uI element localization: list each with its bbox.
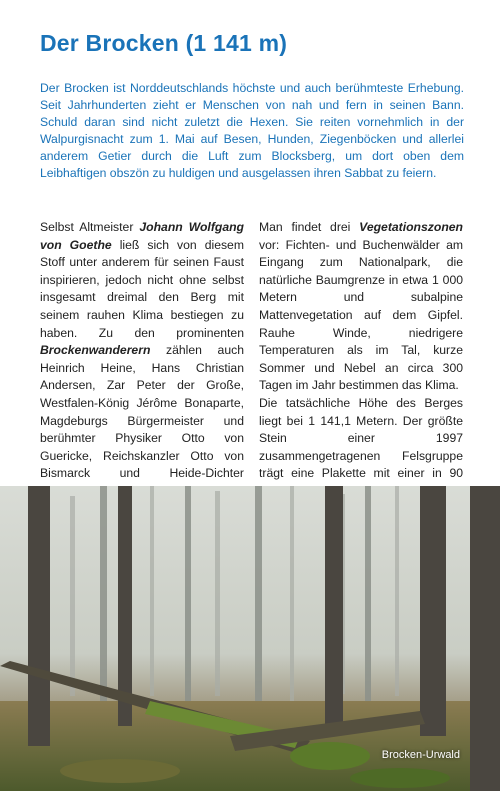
left-text-column xyxy=(40,219,244,501)
goethe-emphasis: Johann Wolfgang von Goethe xyxy=(40,220,244,252)
page-title: Der Brocken (1 141 m) xyxy=(40,30,288,56)
forest-illustration xyxy=(0,486,500,791)
right-paragraph-2: Die tatsächliche Höhe des Berges liegt bei 1 141,1 Metern. Der größte Stein einer 1997 zusammengetragenen Felsgruppe trägt eine Plakette mit einer in 90 xyxy=(259,395,463,481)
photo-caption: Brocken-Urwald xyxy=(381,749,460,761)
text-run: ließ sich von diesem Stoff unter anderem für seinen Faust inspirieren, jedoch nicht ohne selbst insgesamt dreimal den Berg mit seinem rauhen Klima bestiegen zu haben. Zu den prominenten xyxy=(40,237,244,340)
forest-photo xyxy=(0,486,500,791)
text-run: vor: Fichten- und Buchenwälder am Eingang zum Nationalpark, die natürliche Baumgrenze in etwa 1 000 Metern und subalpine Mattenvegetation auf dem Gipfel. Rauhe Winde, niedrigere Temperaturen als im Tal, kurze Sommer und Nebel an circa 300 Tagen im Jahr bestimmen das Klima. xyxy=(259,237,463,393)
text-run: Selbst Altmeister xyxy=(40,220,140,234)
left-paragraph xyxy=(40,219,244,501)
text-run: zählen auch Heinrich Heine, Hans Christian Andersen, Zar Peter der Große, Westfalen-König Jérôme Bonaparte, Magdeburgs Bürgermeister und berühmter Physiker Otto von Guericke, Reichskanzler Otto von Bismarck und Heide-Dichter xyxy=(40,343,244,481)
vegetationszonen-emphasis: Vegetationszonen xyxy=(359,220,463,234)
text-run: Man findet drei xyxy=(259,220,360,234)
right-paragraph-1 xyxy=(259,219,463,395)
right-text-column xyxy=(259,219,463,501)
intro-paragraph: Der Brocken ist Norddeutschlands höchste und auch berühmteste Erhebung. Seit Jahrhunderten zieht er Menschen von nah und fern in seinen Bann. Schuld daran sind nicht zuletzt die Hexen. Sie reiten vornehmlich in der Walpurgisnacht zum 1. Mai auf Besen, Hunden, Ziegenböcken und allerlei anderem Getier durch die Luft zum Blocksberg, um dort oben dem Leibhaftigen obszön zu huldigen und ausgelassen ihren Sabbat zu feiern. xyxy=(40,81,464,180)
brockenwanderern-emphasis: Brockenwanderern xyxy=(40,343,151,358)
